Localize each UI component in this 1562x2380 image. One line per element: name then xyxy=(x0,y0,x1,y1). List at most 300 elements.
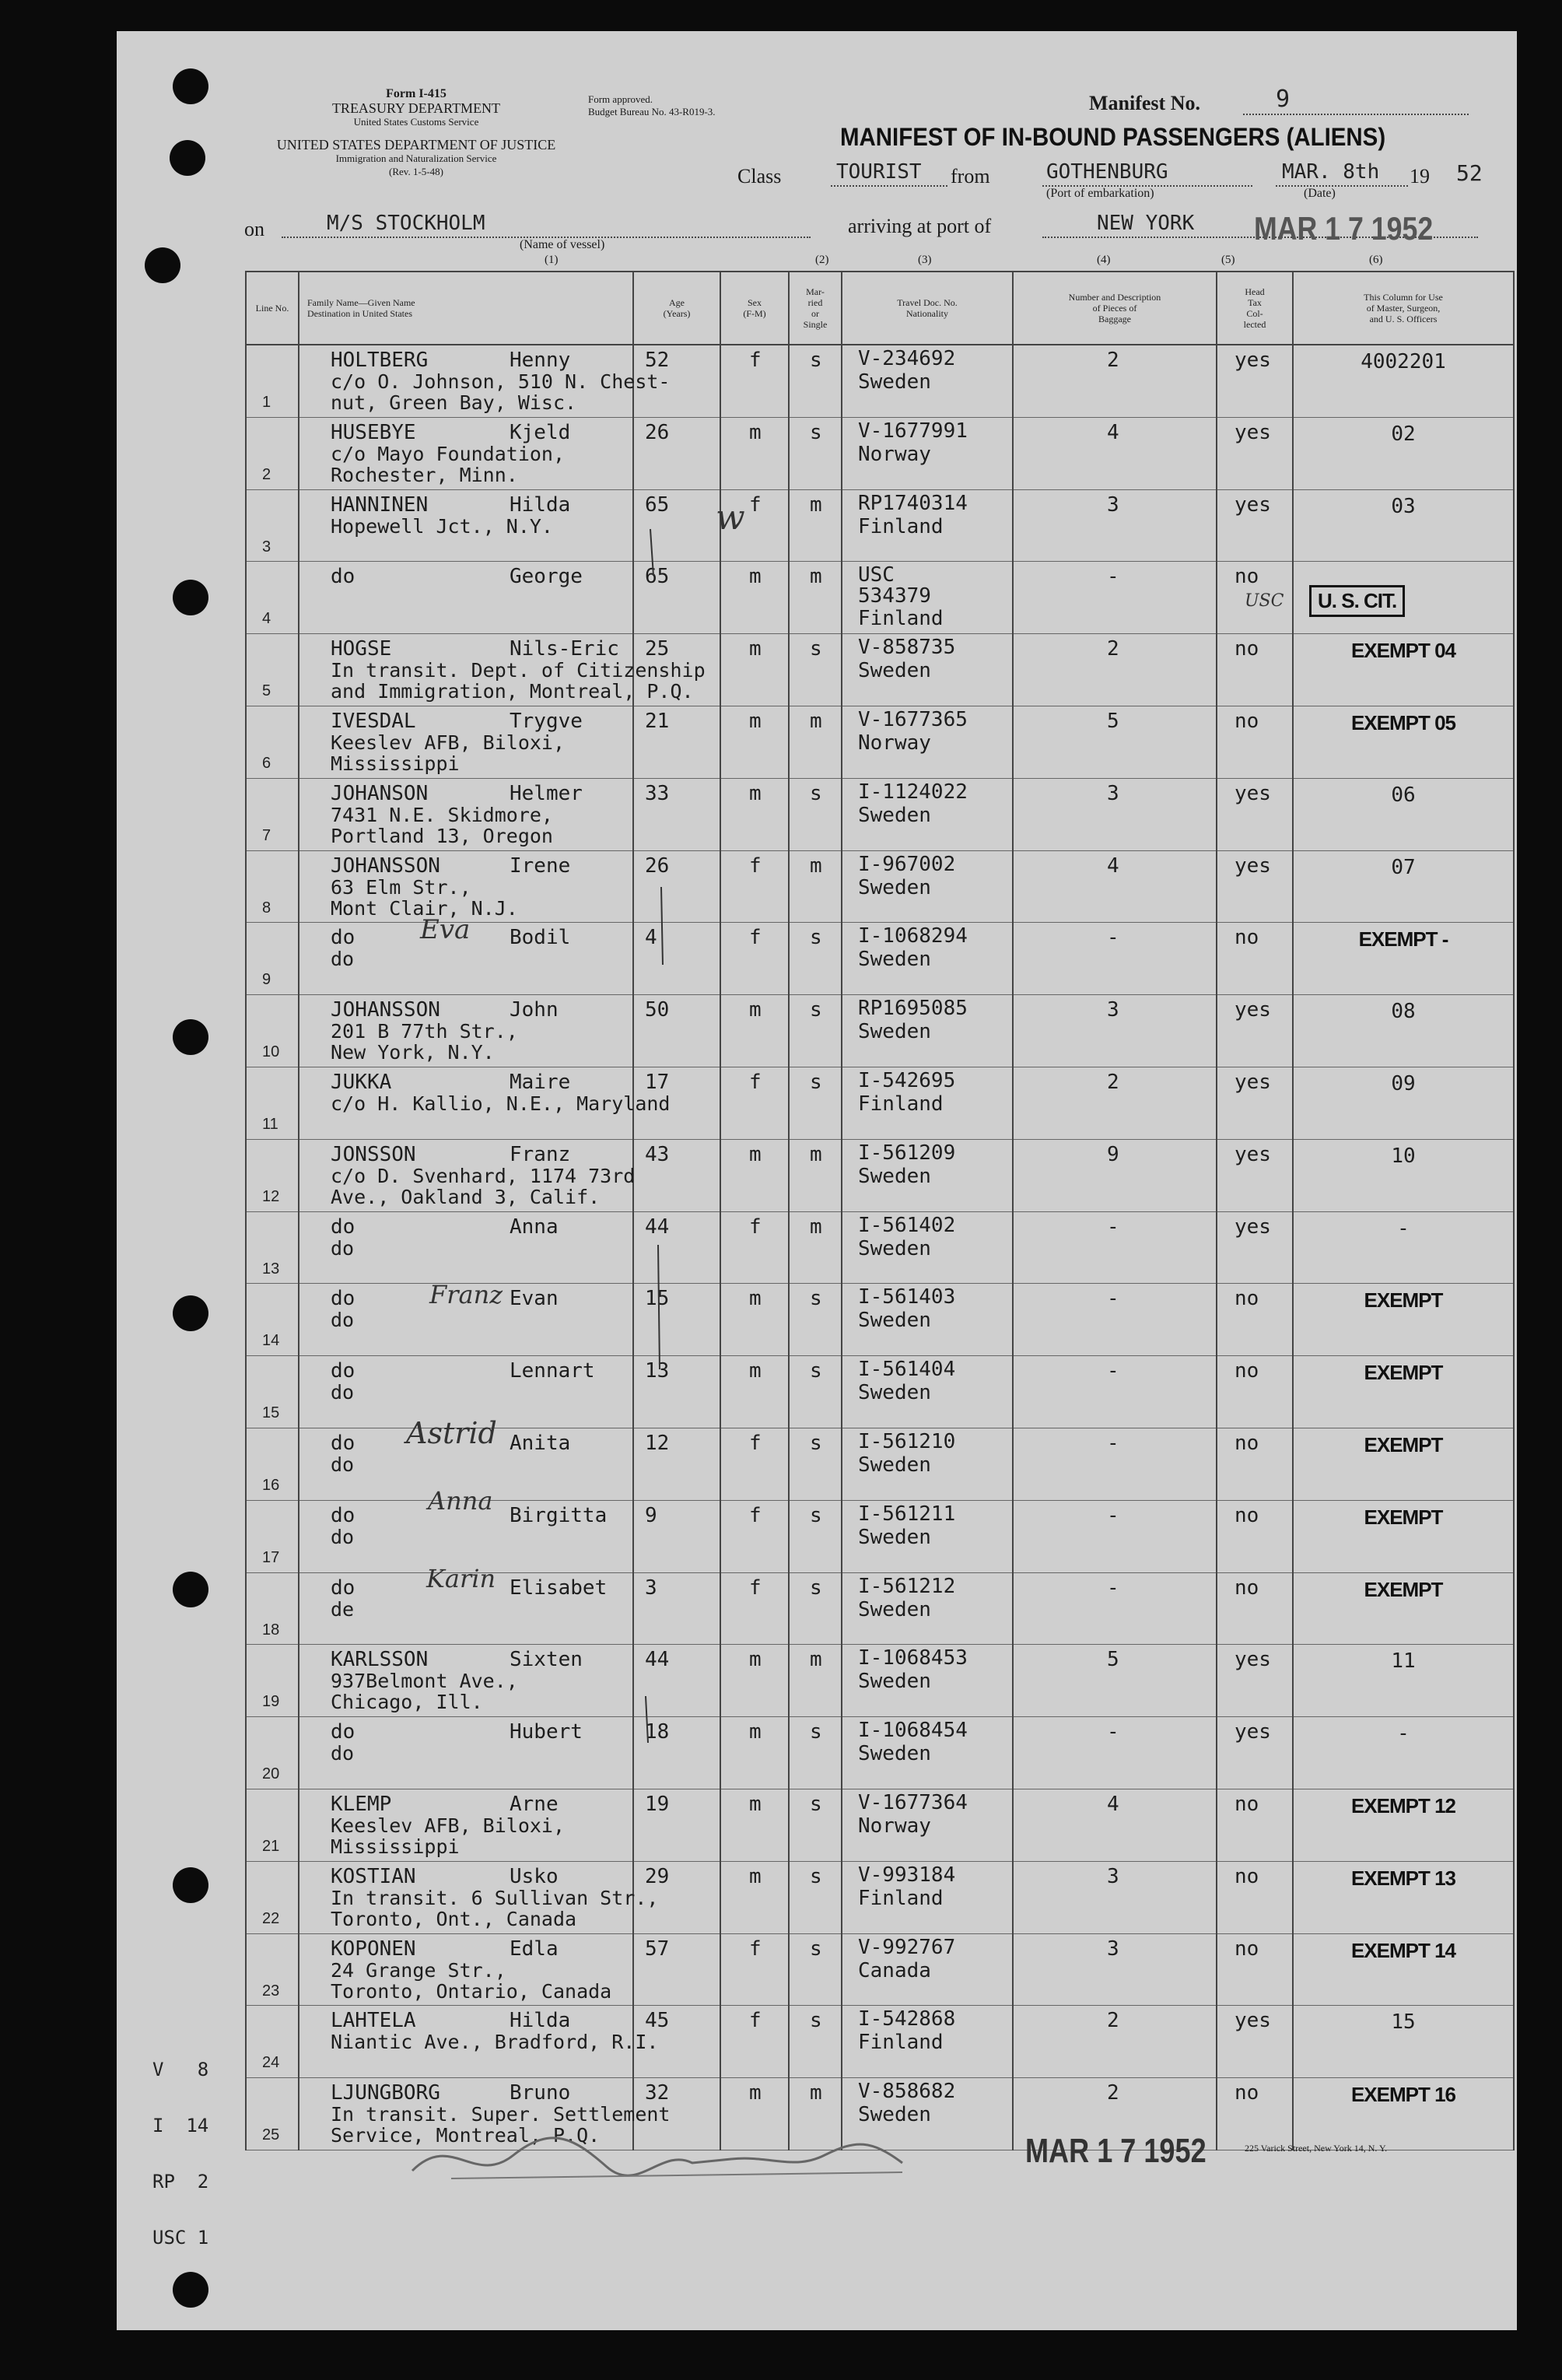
col-number-6: (6) xyxy=(1369,254,1383,266)
baggage-count: 2 xyxy=(1107,1070,1119,1094)
head-tax: no xyxy=(1235,1864,1259,1888)
line-number: 20 xyxy=(262,1765,280,1783)
officer-note: EXEMPT xyxy=(1364,1361,1443,1385)
cell-travel-doc xyxy=(842,634,1013,706)
sex: f xyxy=(749,1503,762,1527)
nationality: Sweden xyxy=(858,1309,931,1333)
age: 45 xyxy=(645,2009,670,2033)
family-name: JUKKA xyxy=(331,1070,392,1094)
cell-head-tax xyxy=(1217,995,1293,1067)
cell-officers xyxy=(1293,2078,1514,2150)
cell-line-no xyxy=(246,778,299,850)
year-prefix: 19 xyxy=(1410,165,1430,188)
line-number: 4 xyxy=(262,610,271,628)
nationality: Sweden xyxy=(858,1236,931,1260)
cell-sex xyxy=(720,1356,789,1428)
destination-line: Toronto, Ontario, Canada xyxy=(331,1979,612,2003)
destination-line: Service, Montreal, P.Q. xyxy=(331,2124,601,2147)
cell-line-no xyxy=(246,634,299,706)
cell-marital xyxy=(789,2006,842,2078)
nationality: Sweden xyxy=(858,875,931,899)
cell-officers xyxy=(1293,489,1514,562)
cell-baggage xyxy=(1013,562,1217,634)
cell-marital xyxy=(789,706,842,778)
family-name: KARLSSON xyxy=(331,1648,429,1672)
form-number: Form I-415 xyxy=(386,87,447,100)
cell-marital xyxy=(789,1211,842,1284)
sex: m xyxy=(749,998,762,1022)
binder-hole xyxy=(173,68,208,104)
cell-baggage xyxy=(1013,850,1217,923)
age: 19 xyxy=(645,1792,670,1816)
family-name: do xyxy=(331,1720,355,1744)
baggage-count: 2 xyxy=(1107,2009,1119,2033)
cell-baggage xyxy=(1013,417,1217,489)
cell-travel-doc xyxy=(842,1933,1013,2006)
age: 18 xyxy=(645,1720,670,1744)
baggage-count: 3 xyxy=(1107,998,1119,1022)
cell-sex xyxy=(720,345,789,417)
printer-imprint: 225 Varick Street, New York 14, N. Y. xyxy=(1245,2143,1388,2154)
baggage-count: 3 xyxy=(1107,1937,1119,1961)
col-number-3: (3) xyxy=(918,254,932,266)
nationality: Sweden xyxy=(858,2103,931,2127)
arrival-port: NEW YORK xyxy=(1097,212,1195,235)
cell-line-no xyxy=(246,850,299,923)
family-name: JOHANSSON xyxy=(331,998,440,1022)
family-name: KOSTIAN xyxy=(331,1864,416,1888)
cell-sex xyxy=(720,562,789,634)
baggage-count: 3 xyxy=(1107,781,1119,805)
cell-officers xyxy=(1293,778,1514,850)
baggage-count: - xyxy=(1107,1215,1119,1239)
cell-officers xyxy=(1293,1861,1514,1933)
table-row xyxy=(246,2006,1514,2078)
age: 4 xyxy=(645,926,657,950)
date-value: MAR. 8th xyxy=(1282,160,1380,184)
family-name: KOPONEN xyxy=(331,1937,416,1961)
officer-note: 11 xyxy=(1391,1649,1416,1674)
form-approval xyxy=(588,93,716,118)
cell-name xyxy=(299,1139,636,1211)
sex: m xyxy=(749,1792,762,1816)
date-line xyxy=(1276,185,1408,187)
marital-status: s xyxy=(810,1576,822,1600)
sex: f xyxy=(749,1937,762,1961)
head-tax: no xyxy=(1235,1359,1259,1383)
sex: m xyxy=(749,2081,762,2105)
budget-bureau: Budget Bureau No. 43-R019-3. xyxy=(588,106,716,117)
cell-name xyxy=(299,1645,633,1717)
cell-name xyxy=(299,995,633,1067)
officer-note: EXEMPT 12 xyxy=(1350,1793,1456,1817)
given-name: Hilda xyxy=(510,492,571,517)
given-name: Bruno xyxy=(510,2081,571,2105)
cell-officers xyxy=(1293,1789,1514,1861)
nationality: Canada xyxy=(858,1958,931,1982)
head-tax: no xyxy=(1235,1503,1259,1527)
family-name: do xyxy=(331,1215,355,1239)
cell-sex xyxy=(720,850,789,923)
family-name: LJUNGBORG xyxy=(331,2081,440,2105)
cell-officers xyxy=(1293,634,1514,706)
line-number: 5 xyxy=(262,682,271,700)
table-row xyxy=(246,1139,1514,1211)
cell-age xyxy=(633,1789,720,1861)
line-number: 13 xyxy=(262,1260,280,1278)
cell-travel-doc xyxy=(842,489,1013,562)
cell-sex xyxy=(720,2006,789,2078)
travel-doc-number: V-858735 xyxy=(858,636,956,660)
cell-line-no xyxy=(246,1211,299,1284)
handwritten-mark: Anna xyxy=(428,1486,493,1516)
cell-marital xyxy=(789,1645,842,1717)
travel-doc-number: I-542868 xyxy=(858,2007,956,2031)
manifest-number-label: Manifest No. xyxy=(1089,92,1200,114)
cell-line-no xyxy=(246,1572,299,1645)
baggage-count: 4 xyxy=(1107,1792,1119,1816)
sex: f xyxy=(749,1431,762,1455)
cell-travel-doc xyxy=(842,417,1013,489)
marital-status: s xyxy=(810,1720,822,1744)
baggage-count: - xyxy=(1107,1359,1119,1383)
given-name: Arne xyxy=(510,1792,559,1816)
cell-travel-doc xyxy=(842,1861,1013,1933)
sex: f xyxy=(749,1576,762,1600)
officer-note: 03 xyxy=(1391,494,1416,518)
nationality: Sweden xyxy=(858,1597,931,1621)
table-row xyxy=(246,1211,1514,1284)
cell-marital xyxy=(789,1067,842,1139)
cell-officers xyxy=(1293,1645,1514,1717)
cell-head-tax xyxy=(1217,1211,1293,1284)
marital-status: s xyxy=(810,1503,822,1527)
sex: m xyxy=(749,709,762,733)
class-line xyxy=(831,185,947,187)
marital-status: m xyxy=(810,2081,822,2105)
cell-sex xyxy=(720,778,789,850)
line-number: 24 xyxy=(262,2054,280,2072)
port-caption: (Port of embarkation) xyxy=(1046,187,1154,200)
binder-hole xyxy=(170,140,205,176)
officer-note: 02 xyxy=(1391,422,1416,446)
travel-doc-number: USC 534379 xyxy=(858,563,931,608)
cell-age xyxy=(633,2006,720,2078)
baggage-count: 5 xyxy=(1107,709,1119,733)
dept-justice-sub: Immigration and Naturalization Service xyxy=(335,152,497,164)
cell-line-no xyxy=(246,1717,299,1789)
tally-line: I 14 xyxy=(152,2115,209,2136)
cell-age xyxy=(633,345,720,417)
cell-marital xyxy=(789,634,842,706)
travel-doc-number: I-561209 xyxy=(858,1141,956,1165)
cell-officers xyxy=(1293,562,1514,634)
sex: m xyxy=(749,781,762,805)
head-tax: yes xyxy=(1235,420,1271,444)
line-number: 17 xyxy=(262,1548,280,1566)
cell-sex xyxy=(720,995,789,1067)
line-number: 22 xyxy=(262,1909,280,1927)
cell-head-tax xyxy=(1217,1500,1293,1572)
cell-baggage xyxy=(1013,1356,1217,1428)
cell-line-no xyxy=(246,1428,299,1500)
family-name: HANNINEN xyxy=(331,492,429,517)
tally-line: V 8 xyxy=(152,2059,209,2080)
cell-name xyxy=(299,706,633,778)
cell-line-no xyxy=(246,1067,299,1139)
cell-line-no xyxy=(246,1139,299,1211)
travel-doc-number: V-993184 xyxy=(858,1863,956,1887)
cell-officers xyxy=(1293,1211,1514,1284)
cell-baggage xyxy=(1013,1500,1217,1572)
manifest-number: 9 xyxy=(1276,86,1291,113)
cell-sex xyxy=(720,706,789,778)
nationality: Finland xyxy=(858,514,944,538)
port-of-embarkation: GOTHENBURG xyxy=(1046,160,1168,184)
line-number: 1 xyxy=(262,394,271,411)
officer-note: 08 xyxy=(1391,1000,1416,1024)
cell-sex xyxy=(720,1717,789,1789)
cell-travel-doc xyxy=(842,345,1013,417)
table-row xyxy=(246,345,1514,417)
cell-head-tax xyxy=(1217,1861,1293,1933)
year-value: 52 xyxy=(1456,160,1483,186)
destination-line: c/o Mayo Foundation, xyxy=(331,442,566,465)
destination-line: do xyxy=(331,1236,355,1260)
binder-hole xyxy=(173,2272,208,2308)
given-name: Hilda xyxy=(510,2009,571,2033)
on-label: on xyxy=(244,218,264,240)
family-name: do xyxy=(331,565,355,589)
family-name: HOLTBERG xyxy=(331,349,429,372)
nationality: Norway xyxy=(858,731,931,755)
age: 43 xyxy=(645,1142,670,1166)
cell-travel-doc xyxy=(842,2006,1013,2078)
cell-marital xyxy=(789,995,842,1067)
marital-status: s xyxy=(810,1792,822,1816)
officer-note: EXEMPT 16 xyxy=(1350,2083,1456,2107)
destination-line: do xyxy=(331,1381,355,1404)
travel-doc-number: RP1695085 xyxy=(858,997,968,1021)
cell-officers xyxy=(1293,706,1514,778)
officer-note: EXEMPT xyxy=(1364,1577,1443,1601)
sex: f xyxy=(749,1070,762,1094)
table-row xyxy=(246,417,1514,489)
cell-travel-doc xyxy=(842,1139,1013,1211)
cell-marital xyxy=(789,1717,842,1789)
cell-sex xyxy=(720,1572,789,1645)
marital-status: s xyxy=(810,637,822,661)
age: 32 xyxy=(645,2081,670,2105)
nationality: Finland xyxy=(858,2031,944,2055)
cell-travel-doc xyxy=(842,1645,1013,1717)
travel-doc-number: I-1068454 xyxy=(858,1719,968,1743)
table-row xyxy=(246,706,1514,778)
travel-doc-number: I-561404 xyxy=(858,1358,956,1382)
cell-travel-doc xyxy=(842,562,1013,634)
binder-hole xyxy=(173,1572,208,1607)
cell-line-no xyxy=(246,706,299,778)
table-row xyxy=(246,1933,1514,2006)
age: 21 xyxy=(645,709,670,733)
officer-note: EXEMPT 04 xyxy=(1350,639,1456,663)
travel-doc-number: I-561210 xyxy=(858,1429,956,1453)
family-name: JOHANSSON xyxy=(331,854,440,878)
cell-travel-doc xyxy=(842,1789,1013,1861)
cell-baggage xyxy=(1013,923,1217,995)
sex: f xyxy=(749,854,762,878)
officer-note: - xyxy=(1397,1216,1410,1240)
officer-note: EXEMPT 13 xyxy=(1350,1866,1456,1890)
destination-line: 201 B 77th Str., xyxy=(331,1020,518,1043)
cell-travel-doc xyxy=(842,778,1013,850)
officer-note: 09 xyxy=(1391,1071,1416,1095)
cell-travel-doc xyxy=(842,1717,1013,1789)
cell-name xyxy=(299,417,633,489)
line-number: 6 xyxy=(262,754,271,772)
destination-line: Rochester, Minn. xyxy=(331,463,518,486)
travel-doc-number: I-561403 xyxy=(858,1285,956,1309)
line-number: 14 xyxy=(262,1332,280,1350)
destination-line: Toronto, Ont., Canada xyxy=(331,1907,577,1930)
marital-status: s xyxy=(810,1864,822,1888)
cell-head-tax xyxy=(1217,706,1293,778)
cell-name xyxy=(299,489,633,562)
cell-marital xyxy=(789,1572,842,1645)
baggage-count: - xyxy=(1107,1720,1119,1744)
cell-sex xyxy=(720,1645,789,1717)
officer-note: EXEMPT 14 xyxy=(1350,1938,1456,1962)
cell-name xyxy=(299,1211,633,1284)
given-name: Maire xyxy=(510,1070,571,1094)
nationality: Sweden xyxy=(858,370,931,394)
head-tax: yes xyxy=(1235,998,1271,1022)
nationality: Sweden xyxy=(858,948,931,972)
vessel-name: M/S STOCKHOLM xyxy=(327,212,485,235)
line-number: 19 xyxy=(262,1693,280,1711)
cell-travel-doc xyxy=(842,1572,1013,1645)
col-number-4: (4) xyxy=(1097,254,1111,266)
handwritten-mark: USC xyxy=(1245,591,1284,611)
cell-marital xyxy=(789,850,842,923)
header-name: Family Name—Given Name Destination in United States xyxy=(299,272,633,345)
cell-travel-doc xyxy=(842,1356,1013,1428)
cell-baggage xyxy=(1013,1067,1217,1139)
baggage-count: 4 xyxy=(1107,854,1119,878)
head-tax: yes xyxy=(1235,1215,1271,1239)
cell-marital xyxy=(789,1356,842,1428)
baggage-count: 5 xyxy=(1107,1648,1119,1672)
sex: m xyxy=(749,1720,762,1744)
destination-line: Portland 13, Oregon xyxy=(331,824,553,847)
cell-marital xyxy=(789,778,842,850)
col-number-2: (2) xyxy=(815,254,829,266)
line-number: 10 xyxy=(262,1043,280,1061)
baggage-count: - xyxy=(1107,1287,1119,1311)
officer-note: - xyxy=(1397,1722,1410,1746)
travel-doc-number: V-234692 xyxy=(858,347,956,370)
age: 50 xyxy=(645,998,670,1022)
handwritten-bracket-lines xyxy=(638,498,669,1743)
cell-line-no xyxy=(246,923,299,995)
cell-sex xyxy=(720,1789,789,1861)
cell-marital xyxy=(789,417,842,489)
cell-head-tax xyxy=(1217,1645,1293,1717)
given-name: George xyxy=(510,565,583,589)
cell-officers xyxy=(1293,2006,1514,2078)
family-name: IVESDAL xyxy=(331,709,416,733)
destination-line: Mont Clair, N.J. xyxy=(331,896,518,920)
class-label: Class xyxy=(737,165,782,188)
cell-sex xyxy=(720,634,789,706)
age: 25 xyxy=(645,637,670,661)
cell-head-tax xyxy=(1217,1428,1293,1500)
baggage-count: 2 xyxy=(1107,2081,1119,2105)
officer-note: U. S. CIT. xyxy=(1309,585,1405,617)
destination-line: Keeslev AFB, Biloxi, xyxy=(331,1814,566,1837)
given-name: Nils-Eric xyxy=(510,637,619,661)
family-name: HOGSE xyxy=(331,637,392,661)
cell-officers xyxy=(1293,1717,1514,1789)
cell-sex xyxy=(720,1139,789,1211)
passenger-table xyxy=(245,271,1515,2150)
destination-line: c/o O. Johnson, 510 N. Chest- xyxy=(331,370,671,393)
col-number-5: (5) xyxy=(1221,254,1235,266)
baggage-count: - xyxy=(1107,1576,1119,1600)
marital-status: m xyxy=(810,854,822,878)
cell-sex xyxy=(720,1284,789,1356)
given-name: Franz xyxy=(510,1142,571,1166)
age: 44 xyxy=(645,1648,670,1672)
table-row xyxy=(246,489,1514,562)
age: 65 xyxy=(645,492,670,517)
given-name: Sixten xyxy=(510,1648,583,1672)
footer-date-stamp: MAR 1 7 1952 xyxy=(1025,2132,1207,2170)
age: 17 xyxy=(645,1070,670,1094)
cell-baggage xyxy=(1013,1211,1217,1284)
travel-doc-number: RP1740314 xyxy=(858,491,968,515)
line-number: 15 xyxy=(262,1404,280,1422)
cell-name xyxy=(299,1789,633,1861)
destination-line: c/o D. Svenhard, 1174 73rd xyxy=(331,1164,636,1187)
cell-age xyxy=(633,417,720,489)
travel-doc-number: I-1124022 xyxy=(858,780,968,804)
destination-line: and Immigration, Montreal, P.Q. xyxy=(331,680,694,703)
col-number-1: (1) xyxy=(545,254,559,266)
head-tax: yes xyxy=(1235,492,1271,517)
destination-line: do xyxy=(331,948,355,971)
table-row xyxy=(246,1645,1514,1717)
nationality: Finland xyxy=(858,1886,944,1910)
cell-travel-doc xyxy=(842,1211,1013,1284)
cell-line-no xyxy=(246,995,299,1067)
travel-doc-number: I-561211 xyxy=(858,1502,956,1526)
sex: m xyxy=(749,1142,762,1166)
marital-status: m xyxy=(810,709,822,733)
cell-line-no xyxy=(246,1356,299,1428)
marital-status: s xyxy=(810,349,822,372)
cell-baggage xyxy=(1013,1717,1217,1789)
head-tax: no xyxy=(1235,1792,1259,1816)
travel-doc-number: V-1677365 xyxy=(858,707,968,731)
family-name: do xyxy=(331,1359,355,1383)
table-row xyxy=(246,1717,1514,1789)
cell-line-no xyxy=(246,345,299,417)
page-title: MANIFEST OF IN-BOUND PASSENGERS (ALIENS) xyxy=(840,123,1386,151)
cell-line-no xyxy=(246,417,299,489)
cell-officers xyxy=(1293,1284,1514,1356)
sex: f xyxy=(749,1215,762,1239)
